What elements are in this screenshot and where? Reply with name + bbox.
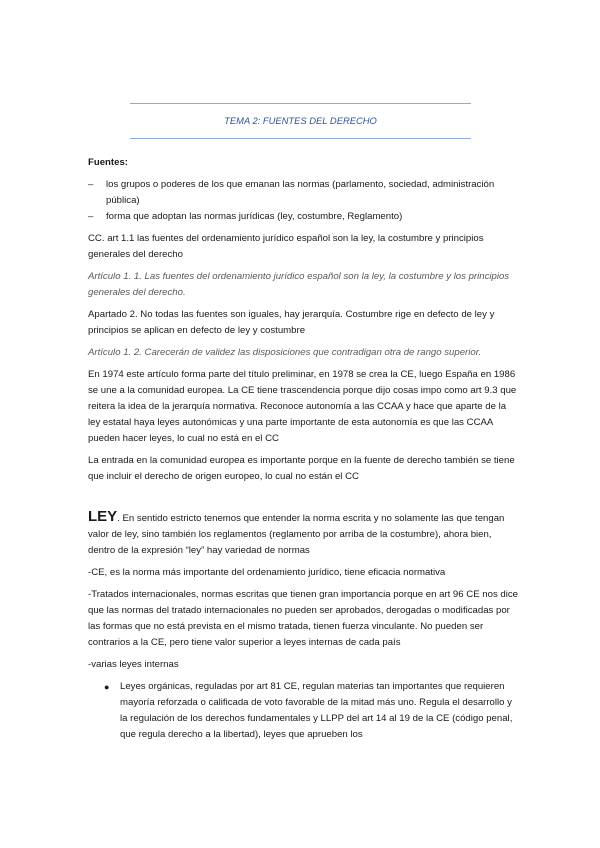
title-bottom-rule [130,138,471,139]
document-body [88,155,520,743]
list-item [88,177,520,209]
list-item-text: los grupos o poderes de los que emanan las normas (parlamento, sociedad, administración pública) [106,179,495,206]
list-item-text: forma que adoptan las normas jurídicas (ley, costumbre, Reglamento) [106,211,403,222]
apartado-2-paragraph: Apartado 2. No todas las fuentes son iguales, hay jerarquía. Costumbre rige en defecto de ley y principios se aplican en defecto de ley y costumbre [88,309,495,336]
section-spacer [88,491,520,509]
fuentes-heading: Fuentes: [88,157,128,168]
title-top-rule [130,103,471,104]
cc-art-paragraph: CC. art 1.1 las fuentes del ordenamiento jurídico español son la ley, la costumbre y principios generales del derecho [88,233,484,260]
list-item [88,679,520,743]
dash-marker: – [88,179,94,190]
ley-paragraph [88,509,520,559]
ce-paragraph: -CE, es la norma más importante del ordenamiento jurídico, tiene eficacia normativa [88,567,446,578]
ley-intro: . En sentido estricto tenemos que entender la norma escrita y no solamente las que tengan valor de ley, sino también los reglamentos (reglamento por arriba de la costumbre), ahora bien, dentro de la expresión “ley” hay variedad de normas [88,513,505,556]
articulo-1-1-quote: Artículo 1. 1. Las fuentes del ordenamiento jurídico español son la ley, la costumbre y los principios generales del derecho. [88,271,510,298]
tratados-paragraph: -Tratados internacionales, normas escritas que tienen gran importancia porque en art 96 CE nos dice que las normas del tratado internacionales no pueden ser aprobados, derogadas o modificadas por las formas que no está prevista en el mismo tratada, tienen fuerza vinculante. No pueden ser contrarios a la CE, pero tiene valor superior a leyes internas de cada país [88,589,518,648]
en-1974-paragraph: En 1974 este artículo forma parte del título preliminar, en 1978 se crea la CE, luego España en 1986 se une a la comunidad europea. La CE tiene trascendencia porque dijo cosas impo como art 9.3 que reitera la idea de la jerarquía normativa. Reconoce autonomía a las CCAA y hace que aparte de la ley estatal haya leyes autonómicas y una parte importante de esta autonomía es que las CCAA pueden hacer leyes, lo cual no está en el CC [88,369,517,444]
entrada-paragraph: La entrada en la comunidad europea es importante porque en la fuente de derecho también se tiene que incluir el derecho de origen europeo, lo cual no están el CC [88,455,515,482]
list-item-text: Leyes orgánicas, reguladas por art 81 CE, regulan materias tan importantes que requieren mayoría reforzada o calificada de voto favorable de la mitad más uno. Regula el desarrollo y la regulación de los derechos fundamentales y LLPP del art 14 al 19 de la CE (código penal, que regula derecho a la libertad), leyes que aprueben los [120,681,513,740]
dash-marker: – [88,211,94,222]
page-title: TEMA 2: FUENTES DEL DERECHO [224,115,377,126]
varias-leyes-paragraph: -varias leyes internas [88,659,179,670]
articulo-1-2-quote: Artículo 1. 2. Carecerán de validez las disposiciones que contradigan otra de rango superior. [88,347,482,358]
fuentes-list [88,177,520,225]
list-item [88,209,520,225]
leyes-bullet-list [88,679,520,743]
bullet-marker: ● [104,682,110,692]
ley-heading: LEY [88,508,118,525]
